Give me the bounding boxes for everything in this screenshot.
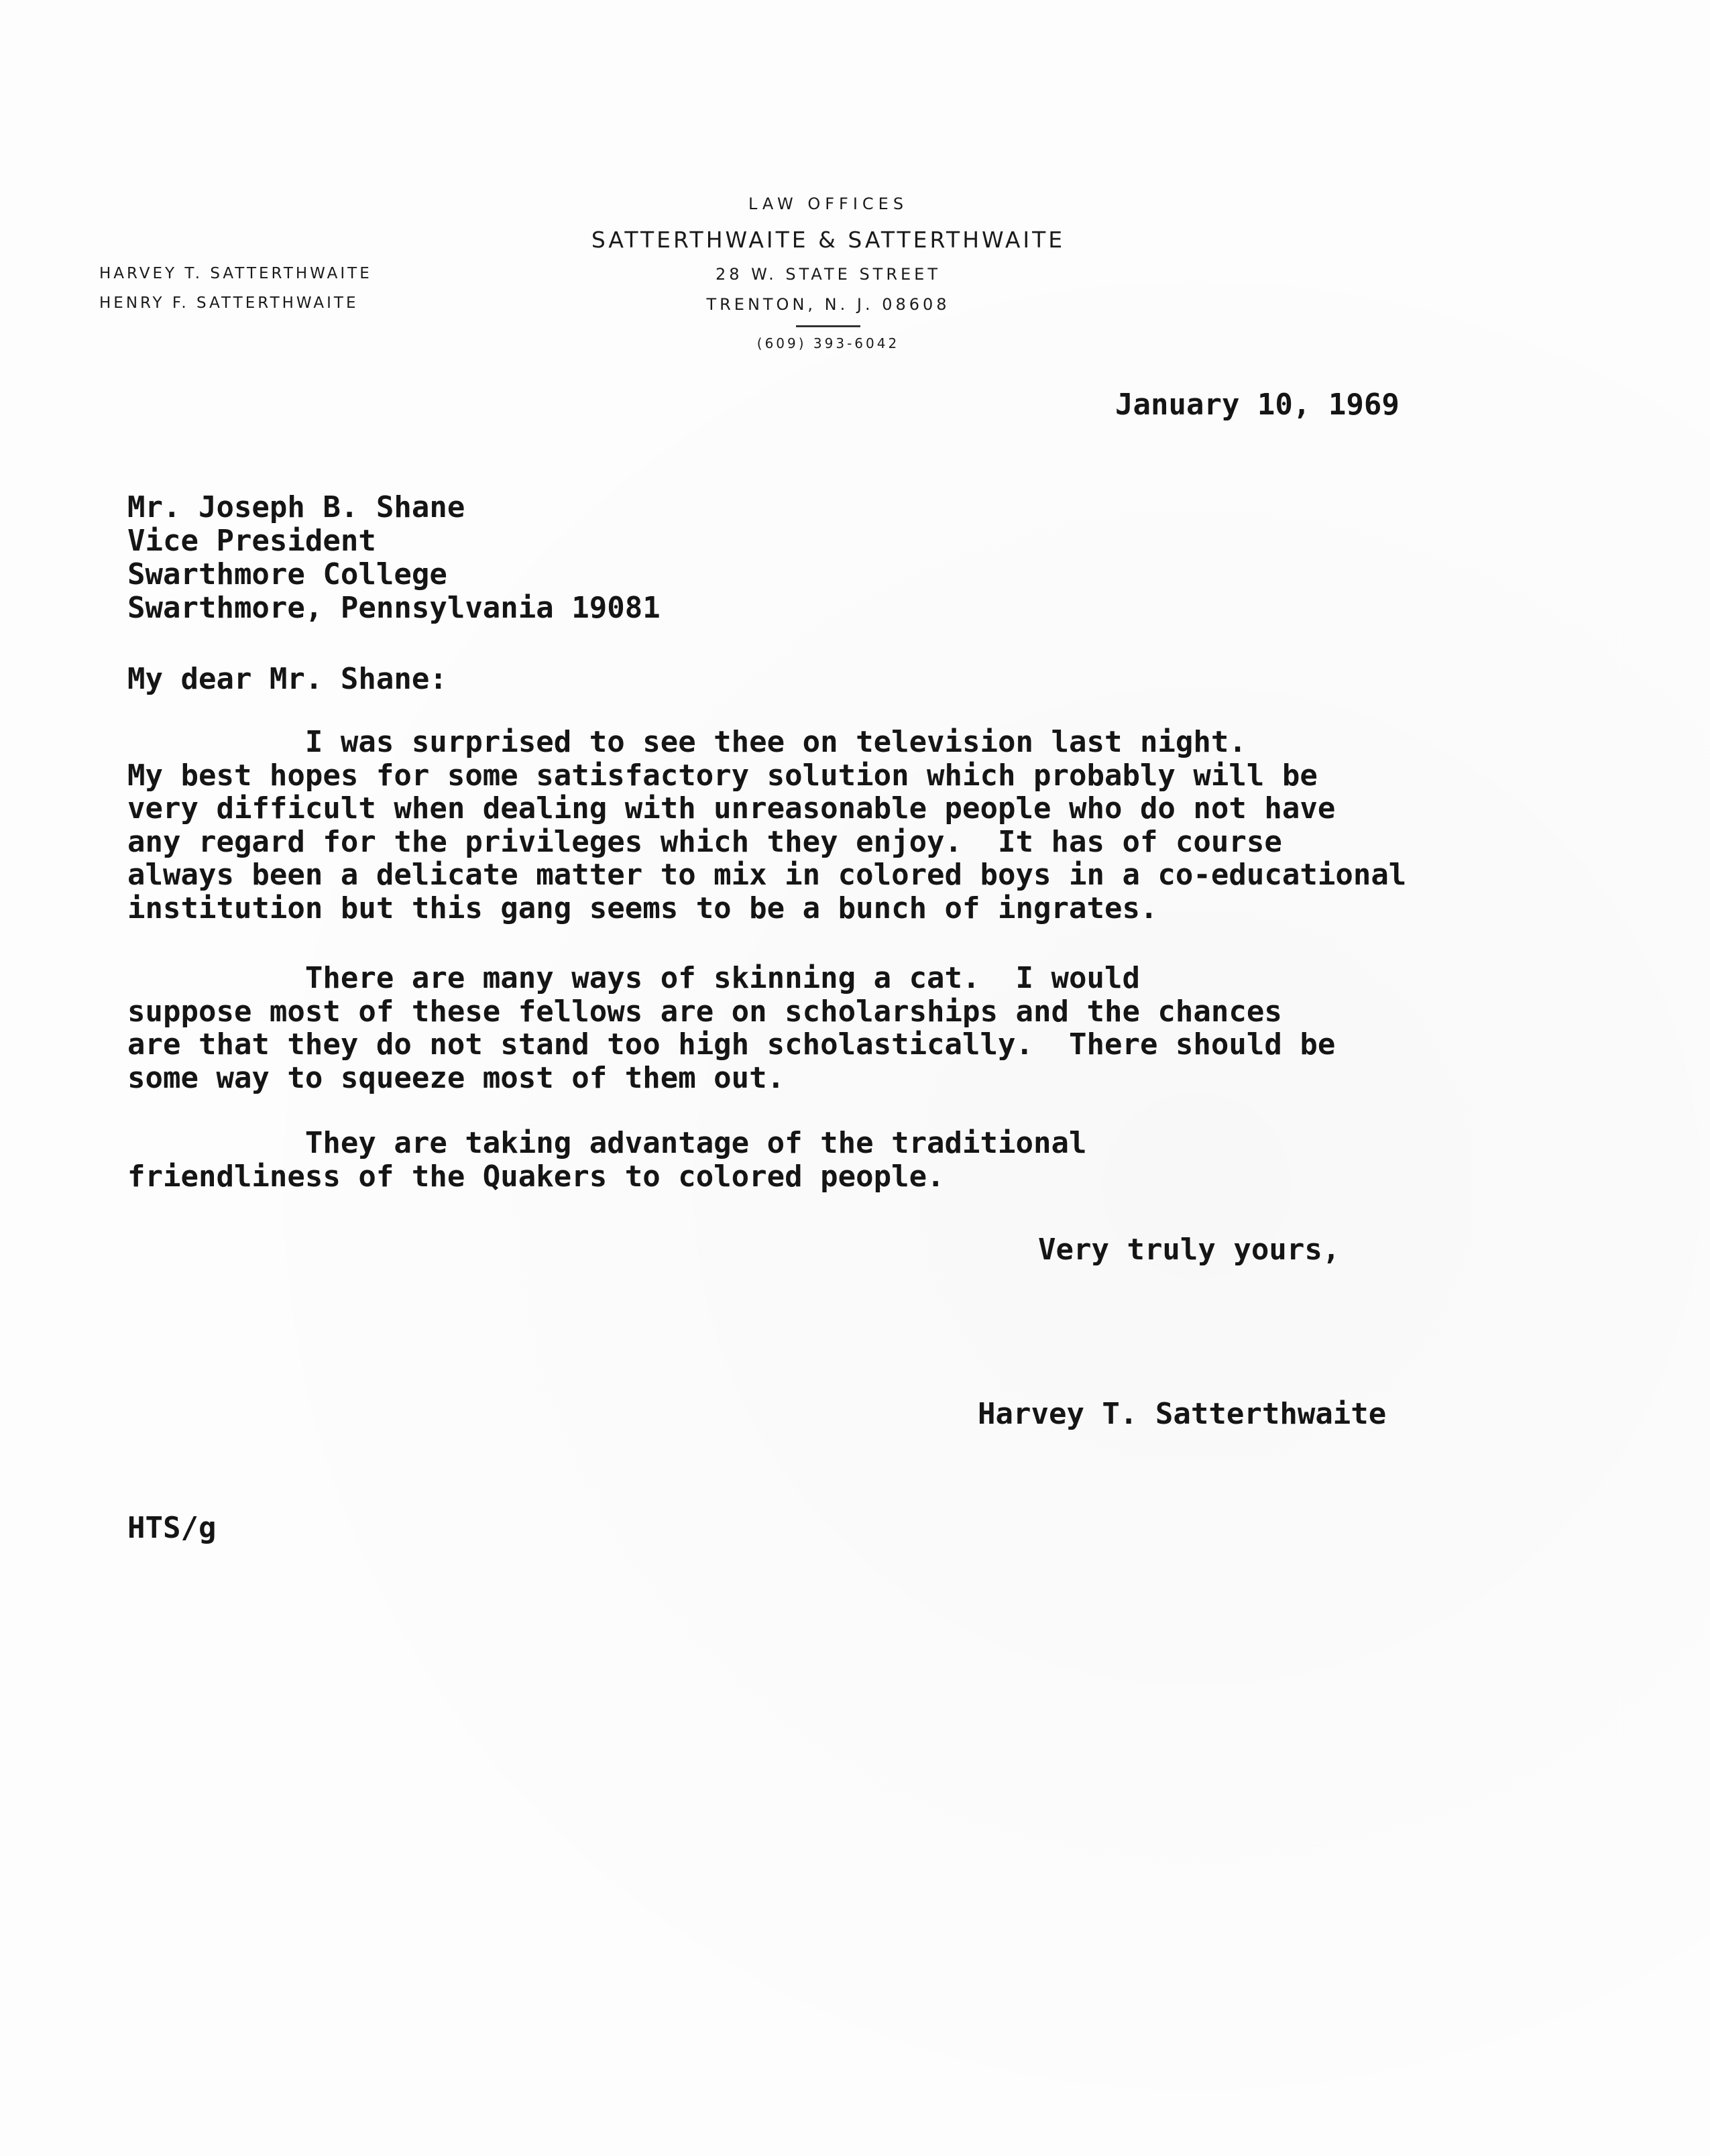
body-line: institution but this gang seems to be a bunch of ingrates. [127,891,1158,925]
body-line: any regard for the privileges which they enjoy. It has of course [127,824,1282,859]
recipient-institution: Swarthmore College [127,557,447,591]
letterhead-city: TRENTON, N. J. 08608 [706,295,950,314]
body-paragraph-2 [127,962,1335,1094]
complimentary-closing: Very truly yours, [1038,1233,1341,1267]
reference-initials: HTS/g [127,1511,217,1545]
letterhead-phone: (609) 393-6042 [756,335,900,351]
body-line: always been a delicate matter to mix in colored boys in a co-educational [127,858,1407,892]
recipient-name: Mr. Joseph B. Shane [127,490,465,524]
body-line: My best hopes for some satisfactory solution which probably will be [127,758,1318,793]
letterhead-rule [796,325,860,327]
body-line: They are taking advantage of the traditional [127,1126,1087,1160]
letterhead-label: LAW OFFICES [748,194,909,213]
partner-name: HENRY F. SATTERTHWAITE [99,294,359,312]
body-paragraph-3 [127,1127,1086,1193]
letterhead-firm-name: SATTERTHWAITE & SATTERTHWAITE [591,227,1066,253]
body-line: very difficult when dealing with unreasonable people who do not have [127,791,1336,826]
letterhead-partners [99,259,372,318]
partner-name: HARVEY T. SATTERTHWAITE [99,265,372,282]
body-line: are that they do not stand too high scholastically. There should be [127,1027,1336,1062]
body-line: friendliness of the Quakers to colored people. [127,1159,945,1194]
salutation: My dear Mr. Shane: [127,662,447,696]
body-paragraph-1 [127,726,1406,925]
body-line: There are many ways of skinning a cat. I would [127,961,1140,995]
letter-date: January 10, 1969 [1115,388,1400,422]
recipient-city: Swarthmore, Pennsylvania 19081 [127,591,661,625]
body-line: I was surprised to see thee on television last night. [127,725,1247,759]
body-line: suppose most of these fellows are on scholarships and the chances [127,994,1282,1029]
recipient-title: Vice President [127,524,376,558]
signature-name: Harvey T. Satterthwaite [978,1397,1387,1431]
letterhead-street: 28 W. STATE STREET [716,265,941,284]
body-line: some way to squeeze most of them out. [127,1060,785,1095]
recipient-address [127,491,661,625]
